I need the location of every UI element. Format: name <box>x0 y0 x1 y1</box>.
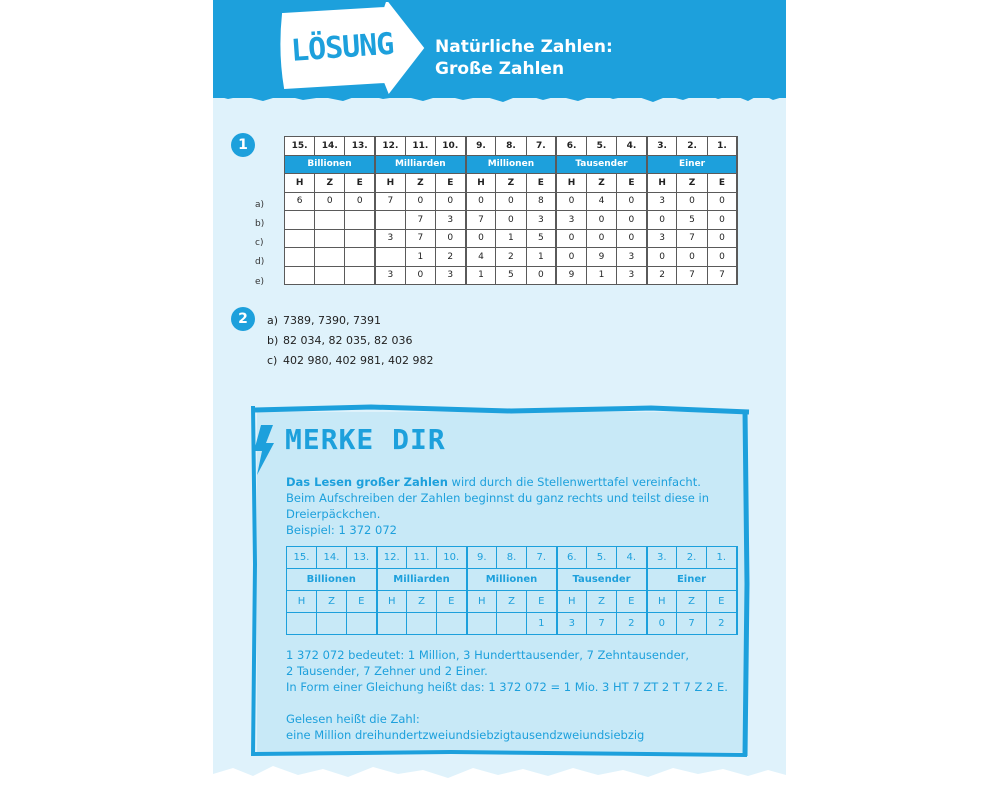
table-cell: 0 <box>617 211 647 230</box>
read-label: Gelesen heißt die Zahl: <box>286 712 420 726</box>
table-cell <box>375 211 405 230</box>
table-cell: 0 <box>586 229 616 248</box>
table-cell: 0 <box>586 211 616 230</box>
read-value: eine Million dreihundertzweiundsiebzigtausendzweiundsiebzig <box>286 728 645 742</box>
table-cell: H <box>556 174 586 193</box>
table-cell: 6 <box>285 192 315 211</box>
table-cell: 2 <box>435 248 465 267</box>
table-cell: E <box>526 174 556 193</box>
table-cell: H <box>285 174 315 193</box>
table-cell: 0 <box>647 211 677 230</box>
table-cell: 1 <box>527 613 557 635</box>
table-cell: H <box>377 591 407 613</box>
table-cell: 3 <box>617 266 647 285</box>
table-cell: 3 <box>435 211 465 230</box>
exercise-2-badge: 2 <box>231 307 255 331</box>
table-cell: 7 <box>587 613 617 635</box>
table-cell: 0 <box>647 248 677 267</box>
table-cell: 2 <box>647 266 677 285</box>
table-cell: Tausender <box>557 569 647 591</box>
table-cell: Einer <box>647 569 737 591</box>
table-cell: 14. <box>317 547 347 569</box>
solution-label: LÖSUNG <box>289 26 395 69</box>
table-cell: 1. <box>707 547 737 569</box>
merke-intro <box>286 474 701 490</box>
table-cell: 0 <box>647 613 677 635</box>
table-cell: 8 <box>526 192 556 211</box>
table-cell: 3 <box>375 266 405 285</box>
intro-bold: Das Lesen großer Zahlen <box>286 475 448 489</box>
item-text: 7389, 7390, 7391 <box>283 314 381 327</box>
table-cell: 7 <box>466 211 496 230</box>
table-cell: 1. <box>707 137 737 156</box>
table-cell: 1 <box>586 266 616 285</box>
table-cell <box>377 613 407 635</box>
table-cell: 0 <box>707 192 737 211</box>
table-cell: 0 <box>405 192 435 211</box>
row-label-b: b) <box>255 219 265 229</box>
table-cell: Z <box>677 174 707 193</box>
exercise-2-answers <box>267 311 433 371</box>
group-row <box>285 155 738 174</box>
table-cell: 0 <box>707 229 737 248</box>
item-label: c) <box>267 354 278 367</box>
table-cell: 1 <box>496 229 526 248</box>
table-cell: H <box>647 591 677 613</box>
table-cell: 0 <box>707 211 737 230</box>
table-cell: 13. <box>345 137 375 156</box>
table-cell: 15. <box>287 547 317 569</box>
table-row <box>287 613 737 635</box>
table-cell: 3 <box>435 266 465 285</box>
table-cell: 8. <box>497 547 527 569</box>
table-cell <box>467 613 497 635</box>
digit-row <box>287 591 737 613</box>
table-cell: Billionen <box>285 155 376 174</box>
row-label-c: c) <box>255 238 264 248</box>
lightning-icon <box>253 425 275 475</box>
intro-rest: wird durch die Stellenwerttafel vereinfacht. <box>447 475 701 489</box>
table-cell: 3 <box>617 248 647 267</box>
table-cell: 4 <box>466 248 496 267</box>
merke-title: MERKE DIR <box>285 423 446 456</box>
table-cell: 0 <box>677 192 707 211</box>
table-cell: 7 <box>405 229 435 248</box>
meaning-line-3: In Form einer Gleichung heißt das: 1 372 072 = 1 Mio. 3 HT 7 ZT 2 T 7 Z 2 E. <box>286 680 728 694</box>
table-cell: 2 <box>496 248 526 267</box>
table-cell: 7 <box>405 211 435 230</box>
table-cell: 7 <box>375 192 405 211</box>
merke-line-3: Dreierpäckchen. <box>286 507 381 521</box>
table-cell <box>345 211 375 230</box>
table-cell: 2 <box>617 613 647 635</box>
table-cell: H <box>557 591 587 613</box>
table-cell: 15. <box>285 137 315 156</box>
table-cell: 3 <box>375 229 405 248</box>
group-row <box>287 569 737 591</box>
table-cell: 0 <box>617 229 647 248</box>
table-cell: 12. <box>375 137 405 156</box>
table-cell: 2 <box>707 613 737 635</box>
table-cell: 11. <box>405 137 435 156</box>
table-cell: 0 <box>466 229 496 248</box>
table-row <box>285 229 738 248</box>
table-cell: 3 <box>647 192 677 211</box>
table-cell: H <box>375 174 405 193</box>
item-label: b) <box>267 334 279 347</box>
table-cell: 3 <box>526 211 556 230</box>
position-row <box>287 547 737 569</box>
table-cell <box>407 613 437 635</box>
table-cell: Z <box>677 591 707 613</box>
table-cell: 12. <box>377 547 407 569</box>
table-cell: 0 <box>707 248 737 267</box>
table-cell: 3 <box>647 229 677 248</box>
table-cell: 7 <box>677 266 707 285</box>
table-cell <box>345 248 375 267</box>
table-cell: 2. <box>677 547 707 569</box>
table-cell: 6. <box>556 137 586 156</box>
table-cell: 2. <box>677 137 707 156</box>
table-row <box>285 266 738 285</box>
table-cell: Z <box>496 174 526 193</box>
table-cell: 4 <box>586 192 616 211</box>
table-cell: 0 <box>435 192 465 211</box>
table-cell: Billionen <box>287 569 377 591</box>
table-cell: 1 <box>466 266 496 285</box>
table-cell: Tausender <box>556 155 647 174</box>
table-cell <box>315 266 345 285</box>
table-cell: 3. <box>647 137 677 156</box>
table-cell: 0 <box>466 192 496 211</box>
row-label-e: e) <box>255 277 265 287</box>
table-cell <box>285 229 315 248</box>
table-cell: 0 <box>617 192 647 211</box>
table-cell: 3 <box>557 613 587 635</box>
place-value-table-1 <box>284 136 738 285</box>
table-cell: 4. <box>617 137 647 156</box>
table-cell: 7 <box>677 229 707 248</box>
table-cell: H <box>287 591 317 613</box>
row-label-a: a) <box>255 200 265 210</box>
table-cell: Z <box>586 174 616 193</box>
table-cell: 4. <box>617 547 647 569</box>
table-cell: Z <box>587 591 617 613</box>
table-cell <box>497 613 527 635</box>
table-cell: Z <box>497 591 527 613</box>
table-cell: 0 <box>556 229 586 248</box>
table-cell: 0 <box>345 192 375 211</box>
table-cell: 0 <box>556 192 586 211</box>
table-cell: 0 <box>405 266 435 285</box>
table-cell: 0 <box>315 192 345 211</box>
meaning-line-2: 2 Tausender, 7 Zehner und 2 Einer. <box>286 664 488 678</box>
page-title <box>435 36 613 80</box>
table-cell: E <box>707 174 737 193</box>
list-item <box>267 311 433 331</box>
table-cell: 6. <box>557 547 587 569</box>
table-cell <box>437 613 467 635</box>
meaning-line-1: 1 372 072 bedeutet: 1 Million, 3 Hunderttausender, 7 Zehntausender, <box>286 648 690 662</box>
table-cell: 7 <box>707 266 737 285</box>
table-cell: 9. <box>466 137 496 156</box>
table-cell: 0 <box>556 248 586 267</box>
table-cell <box>347 613 377 635</box>
table-cell: Millionen <box>467 569 557 591</box>
item-text: 82 034, 82 035, 82 036 <box>283 334 413 347</box>
table-cell: 9 <box>556 266 586 285</box>
table-cell: Z <box>317 591 347 613</box>
table-cell: 5 <box>677 211 707 230</box>
table-cell <box>345 229 375 248</box>
worksheet-page <box>213 0 786 800</box>
table-cell: 14. <box>315 137 345 156</box>
table-cell: 8. <box>496 137 526 156</box>
table-cell: 0 <box>435 229 465 248</box>
table-cell: E <box>707 591 737 613</box>
place-value-table-2 <box>286 546 738 635</box>
table-cell: 10. <box>437 547 467 569</box>
table-cell: Milliarden <box>377 569 467 591</box>
merke-line-2: Beim Aufschreiben der Zahlen beginnst du ganz rechts und teilst diese in <box>286 491 710 505</box>
table-cell <box>287 613 317 635</box>
table-cell: H <box>466 174 496 193</box>
table-cell: Z <box>315 174 345 193</box>
table-cell: Z <box>405 174 435 193</box>
table-cell: 0 <box>677 248 707 267</box>
title-line-2: Große Zahlen <box>435 59 565 79</box>
table-cell: Einer <box>647 155 738 174</box>
list-item <box>267 351 433 371</box>
table-cell: E <box>617 174 647 193</box>
table-cell: 3. <box>647 547 677 569</box>
table-cell: 0 <box>496 211 526 230</box>
table-cell: Milliarden <box>375 155 466 174</box>
bottom-torn-edge <box>213 760 786 800</box>
table-cell <box>375 248 405 267</box>
table-cell: 13. <box>347 547 377 569</box>
table-cell: H <box>467 591 497 613</box>
table-cell: E <box>527 591 557 613</box>
merke-example: Beispiel: 1 372 072 <box>286 523 397 537</box>
table-cell: 5 <box>496 266 526 285</box>
table-cell <box>315 248 345 267</box>
table-cell: 11. <box>407 547 437 569</box>
item-text: 402 980, 402 981, 402 982 <box>283 354 434 367</box>
item-label: a) <box>267 314 279 327</box>
table-cell <box>285 248 315 267</box>
row-label-d: d) <box>255 257 265 267</box>
digit-row <box>285 174 738 193</box>
table-row <box>285 211 738 230</box>
table-row <box>285 248 738 267</box>
table-cell <box>285 266 315 285</box>
table-cell: 5. <box>586 137 616 156</box>
table-cell: 9 <box>586 248 616 267</box>
table-cell: E <box>347 591 377 613</box>
table-cell: E <box>437 591 467 613</box>
table-cell: 7 <box>677 613 707 635</box>
list-item <box>267 331 433 351</box>
table-cell: 1 <box>526 248 556 267</box>
table-cell: 5 <box>526 229 556 248</box>
table-cell: 0 <box>496 192 526 211</box>
table-cell: E <box>617 591 647 613</box>
table-cell: 1 <box>405 248 435 267</box>
table-cell <box>315 211 345 230</box>
table-cell: 7. <box>527 547 557 569</box>
title-line-1: Natürliche Zahlen: <box>435 37 613 57</box>
table-cell <box>285 211 315 230</box>
table-cell: 3 <box>556 211 586 230</box>
table-cell: 7. <box>526 137 556 156</box>
table-cell: Z <box>407 591 437 613</box>
table-cell: 9. <box>467 547 497 569</box>
table-cell <box>317 613 347 635</box>
table-cell: Millionen <box>466 155 557 174</box>
position-row <box>285 137 738 156</box>
table-cell: E <box>435 174 465 193</box>
table-cell: H <box>647 174 677 193</box>
table-row <box>285 192 738 211</box>
table-cell: E <box>345 174 375 193</box>
table-cell: 5. <box>587 547 617 569</box>
table-cell: 10. <box>435 137 465 156</box>
table-cell <box>345 266 375 285</box>
exercise-1-badge: 1 <box>231 133 255 157</box>
table-cell: 0 <box>526 266 556 285</box>
table-cell <box>315 229 345 248</box>
